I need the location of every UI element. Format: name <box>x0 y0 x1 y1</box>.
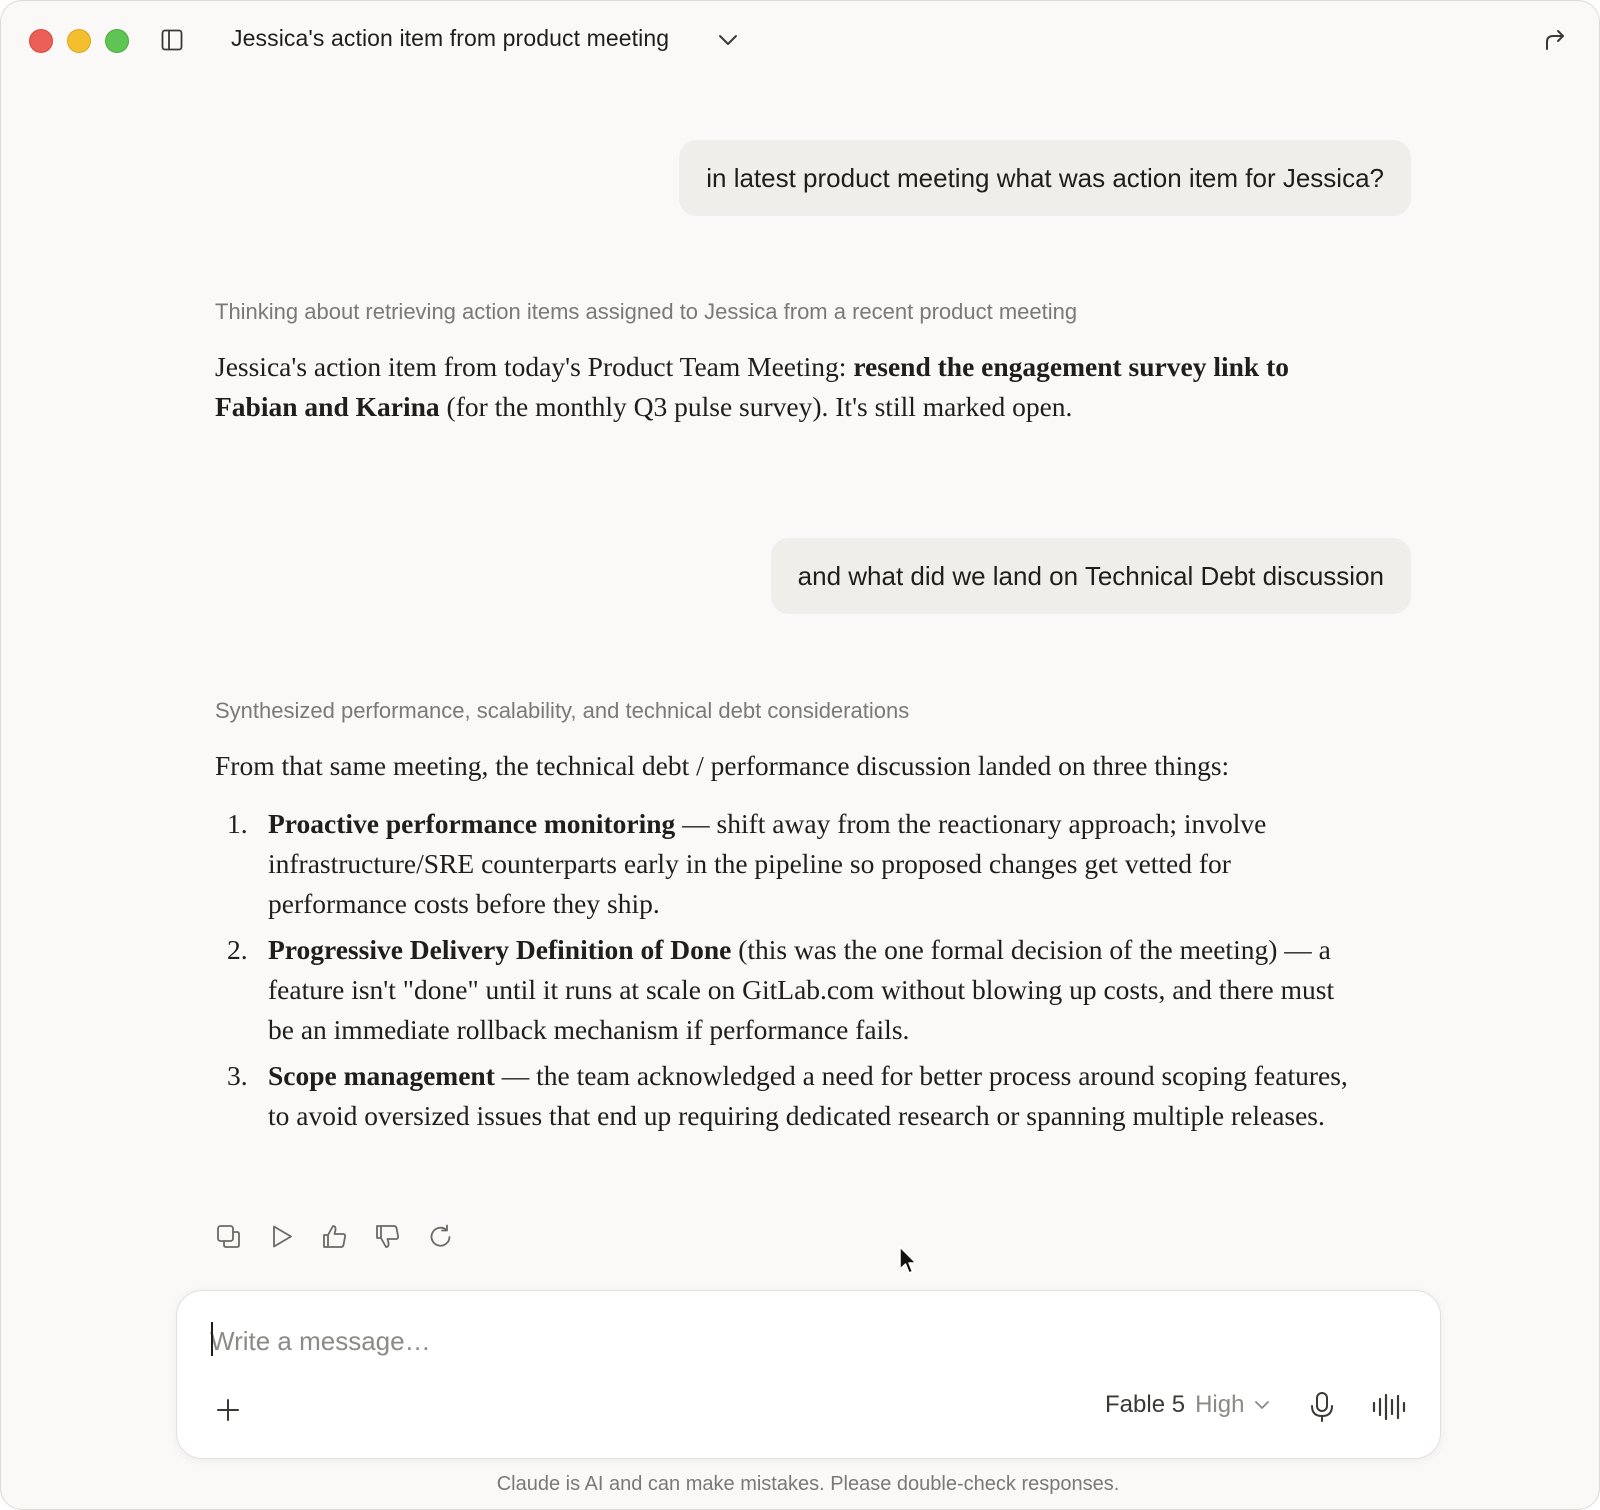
list-number: 1. <box>227 808 248 839</box>
model-effort: High <box>1195 1391 1245 1418</box>
microphone-icon[interactable] <box>1309 1391 1335 1423</box>
user-message-text: and what did we land on Technical Debt discussion <box>797 560 1384 591</box>
list-number: 3. <box>227 1060 248 1091</box>
assistant-message-intro: From that same meeting, the technical debt / performance discussion landed on three things: <box>215 750 1230 781</box>
list-item <box>215 930 1365 1050</box>
text-caret <box>211 1322 213 1356</box>
add-attachment-button[interactable] <box>215 1397 241 1423</box>
assistant-text: Jessica's action item from today's Product Team Meeting: <box>215 351 854 382</box>
conversation-title[interactable]: Jessica's action item from product meeting <box>231 25 670 51</box>
thinking-summary[interactable]: Thinking about retrieving action items assigned to Jessica from a recent product meeting <box>215 299 1078 324</box>
play-icon[interactable] <box>268 1223 295 1250</box>
chevron-down-icon[interactable] <box>717 31 739 49</box>
close-window-button[interactable] <box>29 29 53 53</box>
user-message <box>771 538 1411 614</box>
copy-icon[interactable] <box>215 1223 242 1250</box>
message-composer <box>176 1290 1441 1459</box>
minimize-window-button[interactable] <box>67 29 91 53</box>
list-item-heading: Progressive Delivery Definition of Done <box>268 934 732 965</box>
message-input[interactable] <box>210 1321 1210 1361</box>
voice-mode-icon[interactable] <box>1371 1393 1409 1421</box>
thumbs-down-icon[interactable] <box>374 1223 401 1250</box>
list-item-heading: Scope management <box>268 1060 495 1091</box>
list-item <box>215 1056 1365 1136</box>
list-item-text: — the team acknowledged a need for better process around scoping features, to avoid oversized issues that end up requiring dedicated research or spanning multiple releases. <box>268 1060 1348 1131</box>
retry-icon[interactable] <box>427 1223 454 1250</box>
chevron-down-icon <box>1254 1399 1270 1411</box>
assistant-text: (for the monthly Q3 pulse survey). It's still marked open. <box>439 391 1073 422</box>
message-actions <box>215 1223 454 1250</box>
thinking-summary[interactable]: Synthesized performance, scalability, and technical debt considerations <box>215 698 910 723</box>
list-item-text: — shift away from the reactionary approach; involve infrastructure/SRE counterparts early in the pipeline so proposed changes get vetted for performance costs before they ship. <box>268 808 1267 919</box>
user-message <box>679 140 1411 216</box>
mouse-cursor-icon <box>898 1245 920 1277</box>
list-item <box>215 804 1365 924</box>
list-item-text: (this was the one formal decision of the meeting) — a feature isn't "done" until it runs at scale on GitLab.com without blowing up costs, and there must be an immediate rollback mechanism if performance fails. <box>268 934 1335 1045</box>
disclaimer-text: Claude is AI and can make mistakes. Please double-check responses. <box>496 1473 1120 1495</box>
thumbs-up-icon[interactable] <box>321 1223 348 1250</box>
model-name: Fable 5 <box>1105 1391 1186 1418</box>
model-selector[interactable] <box>1105 1391 1270 1419</box>
assistant-numbered-list <box>215 804 1365 1142</box>
list-number: 2. <box>227 934 248 965</box>
user-message-text: in latest product meeting what was action item for Jessica? <box>706 162 1384 193</box>
assistant-bold-text: resend the engagement survey link to Fabian and Karina <box>215 351 1289 422</box>
assistant-message <box>215 347 1365 427</box>
maximize-window-button[interactable] <box>105 29 129 53</box>
sidebar-toggle-icon[interactable] <box>161 29 183 51</box>
list-item-heading: Proactive performance monitoring <box>268 808 676 839</box>
title-bar <box>1 1 1599 81</box>
share-arrow-icon[interactable] <box>1542 27 1568 53</box>
